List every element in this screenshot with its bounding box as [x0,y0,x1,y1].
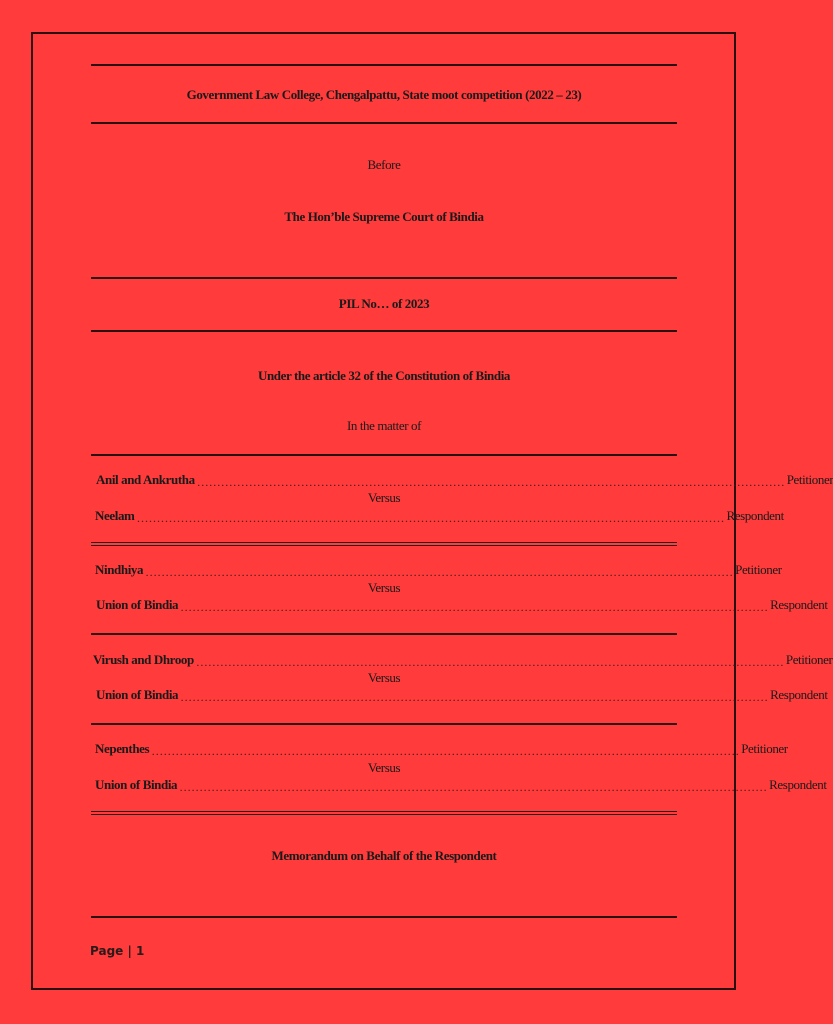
respondent-role: Respondent [770,597,828,612]
competition-title: Government Law College, Chengalpattu, State moot competition (2022 – 23) [186,87,582,102]
petitioner-name: Nindhiya [95,562,144,577]
dot-leader: ………………………………………………………………………………………………………………………………… [145,565,734,579]
party-respondent-row [95,508,784,525]
respondent-name: Union of Bindia [96,597,179,612]
versus-label: Versus [367,490,401,505]
case-number: PIL No… of 2023 [338,296,430,311]
rule-parties-3 [91,723,677,725]
petitioner-role: Petitioner [786,472,833,487]
before-label: Before [367,157,401,172]
versus-label: Versus [367,670,401,685]
rule-top [91,64,677,66]
petitioner-role: Petitioner [741,741,788,756]
petitioner-name: Anil and Ankrutha [96,472,195,487]
party-petitioner-row [95,741,788,758]
matter-label: In the matter of [346,418,422,433]
party-petitioner-row [96,472,833,489]
dot-leader: ………………………………………………………………………………………………………………………………… [180,690,769,704]
memorandum-title: Memorandum on Behalf of the Respondent [271,848,497,863]
respondent-role: Respondent [770,687,828,702]
respondent-role: Respondent [726,508,784,523]
respondent-name: Union of Bindia [96,687,179,702]
petitioner-role: Petitioner [785,652,833,667]
dot-leader: ………………………………………………………………………………………………………………………………… [136,511,725,525]
rule-double-2 [91,811,677,815]
party-petitioner-row [93,652,833,669]
petitioner-name: Virush and Dhroop [93,652,194,667]
rule-case-top [91,277,677,279]
dot-leader: ………………………………………………………………………………………………………………………………… [195,655,784,669]
party-respondent-row [96,687,828,704]
rule-footer [91,916,677,918]
page-number: Page | 1 [90,944,145,958]
respondent-name: Union of Bindia [95,777,178,792]
versus-label: Versus [367,760,401,775]
rule-header-bottom [91,122,677,124]
dot-leader: ………………………………………………………………………………………………………………………………… [179,780,768,794]
court-name: The Hon’ble Supreme Court of Bindia [284,209,484,224]
respondent-name: Neelam [95,508,135,523]
party-petitioner-row [95,562,782,579]
dot-leader: ………………………………………………………………………………………………………………………………… [180,600,769,614]
jurisdiction-article: Under the article 32 of the Constitution of Bindia [257,368,511,383]
dot-leader: ………………………………………………………………………………………………………………………………… [151,744,740,758]
rule-double-1 [91,542,677,546]
party-respondent-row [96,597,828,614]
respondent-role: Respondent [769,777,827,792]
rule-case-bottom [91,330,677,332]
petitioner-role: Petitioner [735,562,782,577]
rule-parties-2 [91,633,677,635]
party-respondent-row [95,777,827,794]
petitioner-name: Nepenthes [95,741,150,756]
rule-parties-top [91,454,677,456]
dot-leader: ………………………………………………………………………………………………………………………………… [196,475,785,489]
versus-label: Versus [367,580,401,595]
